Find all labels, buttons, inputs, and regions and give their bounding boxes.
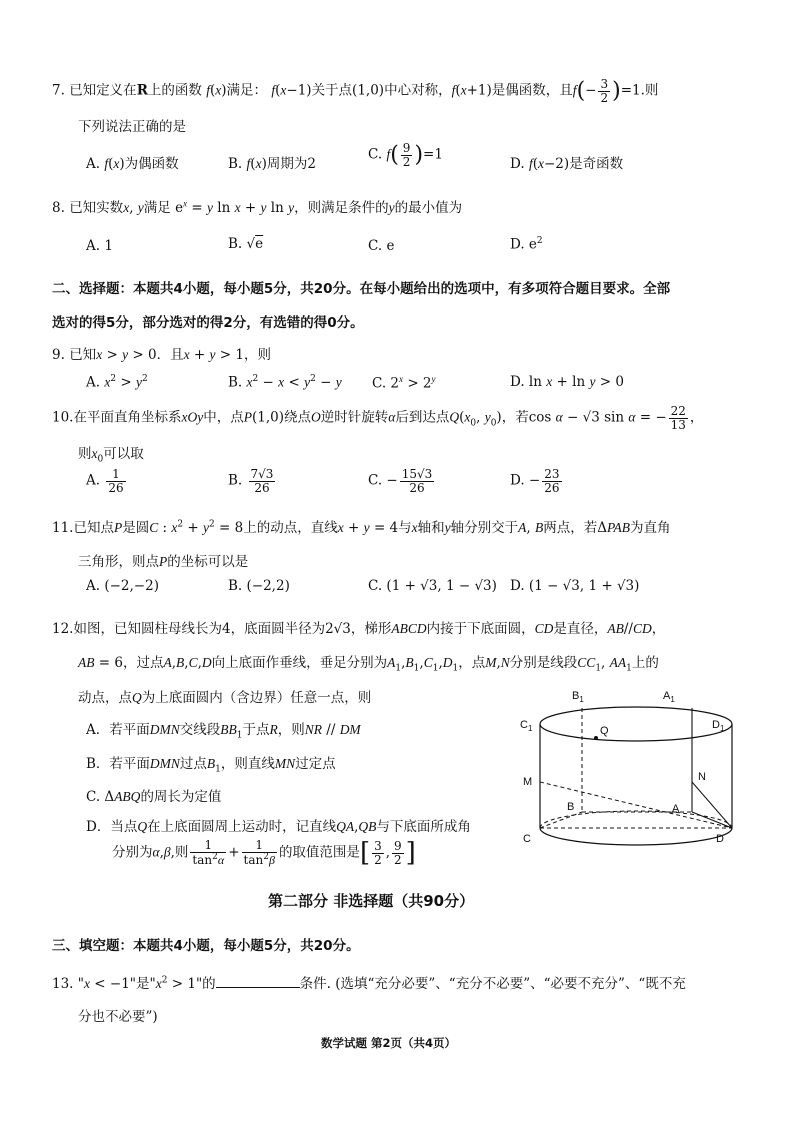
- part-2-title: 第二部分 非选择题（共90分）: [268, 892, 475, 910]
- q9-option-b[interactable]: B. $x^2 - x < y^2 - y$: [228, 374, 342, 391]
- section-2-instructions-line-2: 选对的得5分，部分选对的得2分，有选错的得0分。: [52, 315, 364, 331]
- q9-option-a[interactable]: A. $x^2 > y^2$: [86, 374, 148, 391]
- label-d1: $D_1$: [712, 719, 725, 733]
- q11-option-d[interactable]: D. (1 − √3, 1 + √3): [510, 578, 640, 594]
- question-12-line-1: 12.如图，已知圆柱母线长为4，底面圆半径为2√3，梯形ABCD内接于下底面圆，CD是直径，AB//CD，: [52, 621, 666, 637]
- q11-option-a[interactable]: A. (−2,−2): [86, 578, 159, 594]
- question-10-stem: 10.在平面直角坐标系xOy中，点P(1,0)绕点O逆时针旋转α后到达点$Q(x_0$, $y_0$)，若cos α − √3 sin α = − $\frac{22}{13}$ ，: [52, 404, 704, 432]
- q7-option-c[interactable]: C. f( $\frac{9}{2}$ )=1: [368, 141, 443, 169]
- question-13-line-2: 分也不必要”): [78, 1009, 158, 1025]
- q12-option-b[interactable]: B．若平面DMN过点$B_1$，则直线MN过定点: [86, 756, 336, 775]
- q8-option-d[interactable]: D. $e^2$: [510, 236, 543, 253]
- label-d: D: [716, 833, 724, 845]
- label-q: Q: [600, 725, 609, 737]
- q8-option-b[interactable]: B. √e: [228, 236, 264, 252]
- question-7-line-2: 下列说法正确的是: [78, 119, 186, 135]
- label-c: C: [523, 833, 531, 845]
- q7-option-d[interactable]: D. f(x−2)是奇函数: [510, 156, 624, 172]
- q8-option-c[interactable]: C. e: [368, 238, 395, 254]
- q12-option-a[interactable]: A．若平面DMN交线段$BB_1$于点R，则NR // DM: [86, 722, 361, 741]
- page-footer: 数学试题 第2页（共4页）: [321, 1036, 457, 1050]
- label-b1: $B_1$: [572, 690, 584, 704]
- q7-option-a[interactable]: A. f(x)为偶函数: [86, 156, 179, 172]
- section-3-instructions: 三、填空题：本题共4小题，每小题5分，共20分。: [52, 938, 360, 954]
- question-13-line-1: 13. "x < −1"是"$x^2 > 1$"的 条件. (选填“充分必要”、“充分不必要”、“必要不充分”、“既不充: [52, 975, 686, 992]
- q10-option-b[interactable]: B. $\frac{7√3}{26}$: [228, 467, 274, 495]
- answer-blank[interactable]: [216, 975, 300, 988]
- question-10-line-2: 则$x_0$可以取: [78, 446, 144, 465]
- label-a1: $A_1$: [663, 690, 675, 704]
- question-7-line-1: 7. 已知定义在R上的函数 f(x)满足： f(x−1)关于点(1,0)中心对称，f(x+1)是偶函数，且f(− $\frac{3}{2}$ )=1.则: [52, 77, 659, 105]
- q10-option-d[interactable]: D. − $\frac{23}{26}$: [510, 467, 560, 495]
- q12-option-d[interactable]: D．当点Q在上底面圆周上运动时，记直线QA,QB与下底面所成角: [86, 819, 471, 835]
- bottom-base-back-arc: [540, 811, 732, 828]
- question-11-stem: 11.已知点P是圆C : $x^2 + y^2 = 8$上的动点，直线x + y = 4与x轴和y轴分别交于A, B两点，若ΔPAB为直角: [52, 519, 671, 536]
- label-m: M: [523, 776, 533, 788]
- q8-option-a[interactable]: A. 1: [86, 238, 113, 254]
- question-number: 7.: [52, 82, 65, 99]
- label-c1: $C_1$: [520, 719, 533, 733]
- q12-option-d-line-2: 分别为α,β,则 $\frac{1}{\tan^2\alpha}$ + $\frac{1}{\tan^2\beta}$ 的取值范围是[ $\frac{3}{2}$ , $\frac{9}{2}$ ]: [112, 838, 416, 868]
- segment-cb: [540, 812, 582, 828]
- question-9-stem: 9. 已知x > y > 0．且x + y > 1，则: [52, 347, 271, 363]
- q9-option-c[interactable]: C. $2^x > 2^y$: [372, 374, 436, 392]
- cylinder-figure: [512, 684, 742, 854]
- label-n: N: [698, 771, 706, 783]
- question-12-line-2: AB = 6，过点A,B,C,D向上底面作垂线，垂足分别为$A_1,B_1,C_1,D_1$，点M,N分别是线段$CC_1$, $AA_1$上的: [78, 655, 659, 674]
- q11-option-b[interactable]: B. (−2,2): [228, 578, 290, 594]
- q9-option-d[interactable]: D. ln x + ln y > 0: [510, 374, 624, 390]
- top-base-ellipse: [540, 707, 732, 741]
- q12-option-c[interactable]: C. ΔABQ的周长为定值: [86, 789, 222, 805]
- segment-nd: [692, 782, 732, 828]
- q10-option-a[interactable]: A. $\frac{1}{26}$: [86, 467, 124, 495]
- q11-option-c[interactable]: C. (1 + √3, 1 − √3): [368, 578, 497, 594]
- question-12-line-3: 动点，点Q为上底面圆内（含边界）任意一点，则: [78, 690, 372, 706]
- q10-option-c[interactable]: C. − $\frac{15√3}{26}$: [368, 467, 433, 495]
- point-q: [594, 736, 598, 740]
- question-11-line-2: 三角形，则点P的坐标可以是: [78, 554, 249, 570]
- q7-option-b[interactable]: B. f(x)周期为2: [228, 156, 316, 172]
- label-a: A: [672, 803, 680, 815]
- bottom-base-front-arc: [540, 828, 732, 845]
- label-b: B: [567, 801, 575, 813]
- section-2-instructions-line-1: 二、选择题：本题共4小题，每小题5分，共20分。在每小题给出的选项中，有多项符合题目要求。全部: [52, 281, 671, 297]
- question-8-stem: 8. 已知实数x, y满足 $e^x = y$ ln x + y ln y，则满足条件的y的最小值为: [52, 198, 463, 216]
